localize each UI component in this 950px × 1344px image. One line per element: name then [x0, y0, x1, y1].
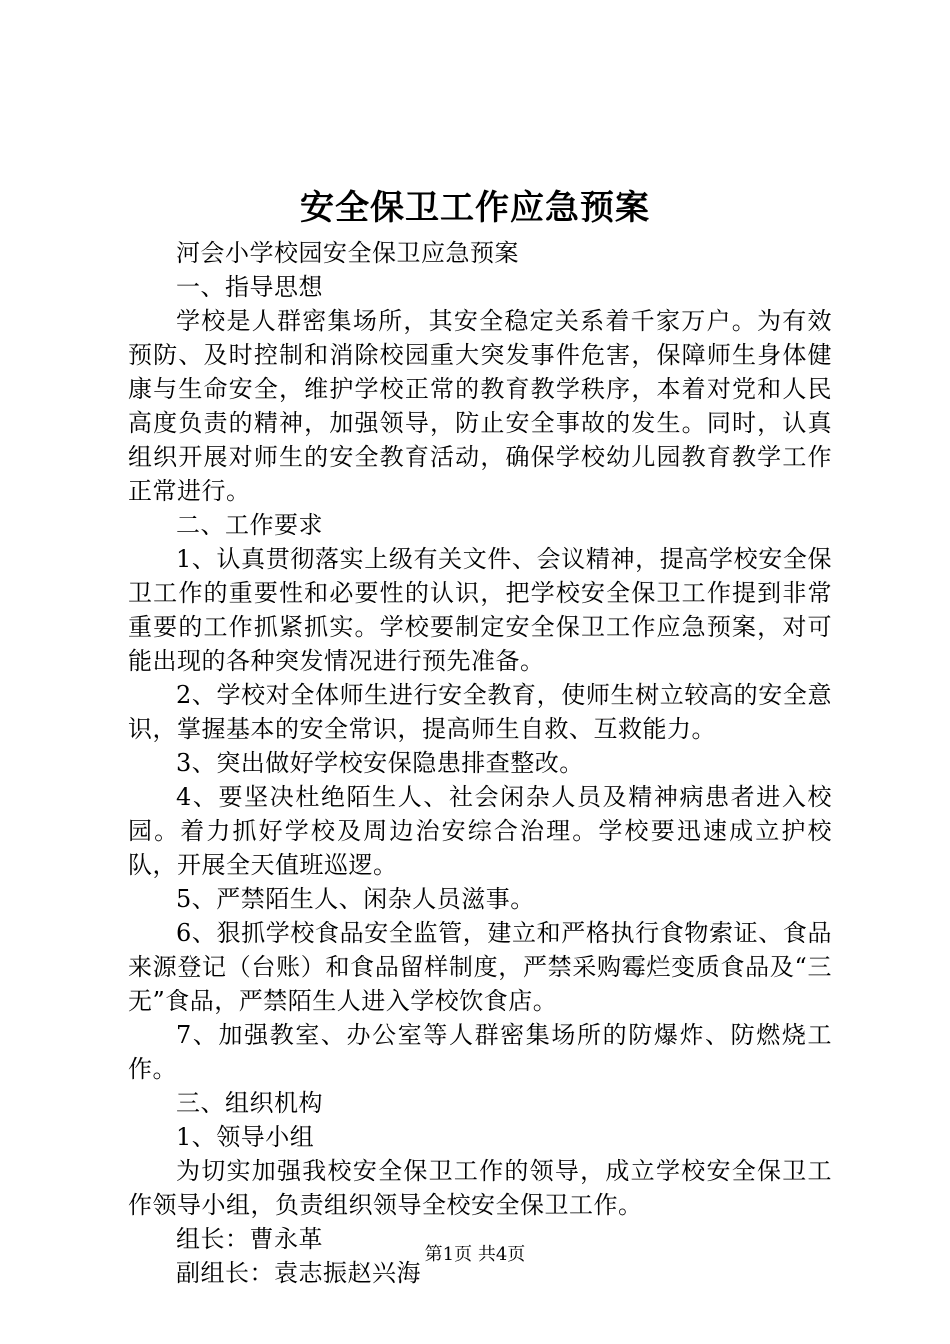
document-body — [128, 236, 832, 1290]
page-number-footer: 第1页 共4页 — [424, 1244, 526, 1265]
paragraph: 2、学校对全体师生进行安全教育，使师生树立较高的安全意识，掌握基本的安全常识，提高师生自救、互救能力。 — [128, 681, 832, 743]
paragraph: 4、要坚决杜绝陌生人、社会闲杂人员及精神病患者进入校园。着力抓好学校及周边治安综合治理。学校要迅速成立护校队，开展全天值班巡逻。 — [128, 783, 832, 879]
paragraph: 学校是人群密集场所，其安全稳定关系着千家万户。为有效预防、及时控制和消除校园重大突发事件危害，保障师生身体健康与生命安全，维护学校正常的教育教学秩序，本着对党和人民高度负责的精神，加强领导，防止安全事故的发生。同时，认真组织开展对师生的安全教育活动，确保学校幼儿园教育教学工作正常进行。 — [128, 307, 832, 505]
paragraph: 河会小学校园安全保卫应急预案 — [176, 239, 519, 267]
paragraph: 副组长：袁志振赵兴海 — [176, 1259, 421, 1287]
paragraph: 1、认真贯彻落实上级有关文件、会议精神，提高学校安全保卫工作的重要性和必要性的认识，把学校安全保卫工作提到非常重要的工作抓紧抓实。学校要制定安全保卫工作应急预案，对可能出现的各种突发情况进行预先准备。 — [128, 545, 832, 675]
section-heading: 三、组织机构 — [176, 1089, 323, 1117]
section-heading: 一、指导思想 — [176, 273, 323, 301]
document-title: 安全保卫工作应急预案 — [300, 188, 650, 228]
paragraph: 7、加强教室、办公室等人群密集场所的防爆炸、防燃烧工作。 — [128, 1021, 832, 1083]
paragraph: 3、突出做好学校安保隐患排查整改。 — [176, 749, 584, 777]
paragraph: 6、狠抓学校食品安全监管，建立和严格执行食物索证、食品来源登记（台账）和食品留样制度，严禁采购霉烂变质食品及“三无”食品，严禁陌生人进入学校饮食店。 — [128, 919, 832, 1015]
section-heading: 二、工作要求 — [176, 511, 323, 539]
paragraph: 组长：曹永革 — [176, 1225, 323, 1253]
subsection-heading: 1、领导小组 — [176, 1123, 315, 1151]
paragraph: 5、严禁陌生人、闲杂人员滋事。 — [176, 885, 535, 913]
paragraph: 为切实加强我校安全保卫工作的领导，成立学校安全保卫工作领导小组，负责组织领导全校安全保卫工作。 — [128, 1157, 832, 1219]
